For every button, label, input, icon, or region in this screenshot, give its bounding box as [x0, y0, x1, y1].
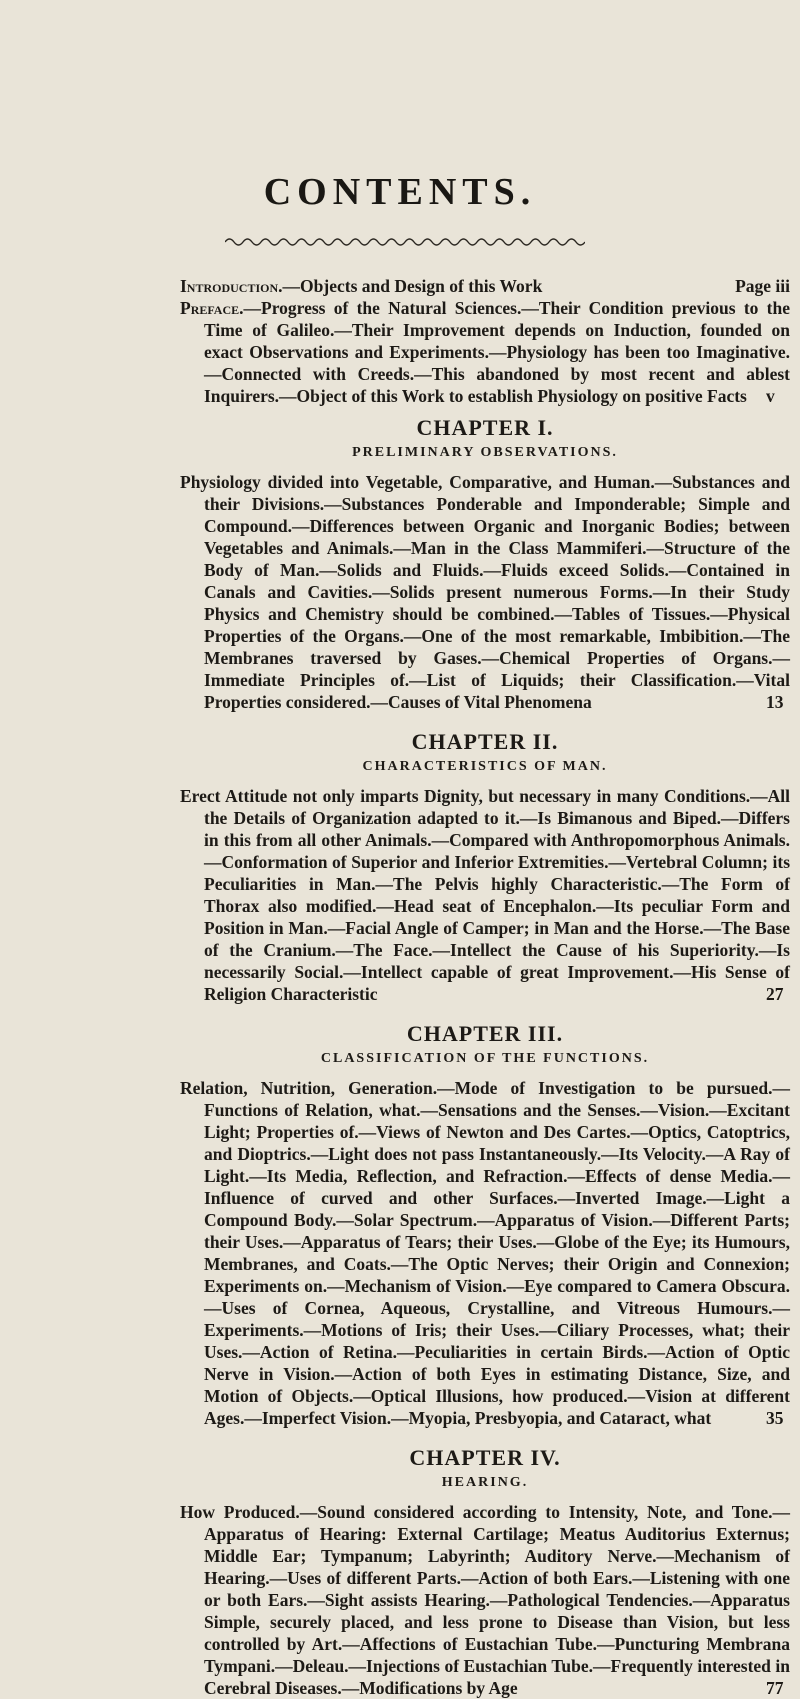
page-number: 35 — [766, 1408, 784, 1428]
wavy-rule-ornament — [225, 236, 585, 248]
page-number: v — [766, 386, 775, 406]
chapter-subtitle: HEARING. — [441, 1475, 529, 1490]
entry-introduction — [180, 275, 790, 297]
page-title: CONTENTS. — [263, 171, 537, 213]
chapter-subtitle: CLASSIFICATION OF THE FUNCTIONS. — [320, 1051, 650, 1066]
entry-preface — [180, 297, 790, 407]
page-number: 13 — [766, 692, 784, 712]
entry-lead: Introduction. — [180, 276, 283, 296]
chapter-text: Erect Attitude not only imparts Dignity, but necessary in many Conditions.—All the Details of Organization adapted to it.—Is Bimanous and Biped.—Differs in this from all other Animals.—Compared with Anthropomorphous Animals.—Conformation of Superior and Inferior Extremities.—Vertebral Column; its Peculiarities in Man.—The Pelvis highly Characteristic.—The Form of Thorax also modified.—Head seat of Encephalon.—Its peculiar Form and Position in Man.—Facial Angle of Camper; in Man and the Horse.—The Base of the Cranium.—The Face.—Intellect the Cause of his Superiority.—Is necessarily Social.—Intellect capable of great Improvement.—His Sense of Religion Characteristic — [180, 786, 790, 1004]
chapter-summary — [180, 1501, 790, 1699]
chapter-text: Relation, Nutrition, Generation.—Mode of Investigation to be pursued.—Functions of Relation, what.—Sensations and the Senses.—Vision.—Excitant Light; Properties of.—Views of Newton and Des Cartes.—Optics, Catoptrics, and Dioptrics.—Light does not pass Instantaneously.—Its Velocity.—A Ray of Light.—Its Media, Reflection, and Refraction.—Effects of dense Media.—Influence of curved and other Surfaces.—Inverted Image.—Light a Compound Body.—Solar Spectrum.—Apparatus of Vision.—Different Parts; their Uses.—Apparatus of Tears; their Uses.—Globe of the Eye; its Humours, Membranes, and Coats.—The Optic Nerves; their Origin and Connexion; Experiments on.—Mechanism of Vision.—Eye compared to Camera Obscura.—Uses of Cornea, Aqueous, Crystalline, and Vitreous Humours.—Experiments.—Motions of Iris; their Uses.—Ciliary Processes, what; their Uses.—Action of Retina.—Peculiarities in certain Birds.—Action of Optic Nerve in Vision.—Action of both Eyes in estimating Distance, Size, and Motion of Objects.—Optical Illusions, how produced.—Vision at different Ages.—Imperfect Vision.—Myopia, Presbyopia, and Cataract, what — [180, 1078, 790, 1428]
chapter-subtitle: PRELIMINARY OBSERVATIONS. — [352, 445, 618, 460]
chapter-summary — [180, 471, 790, 713]
chapter-title: CHAPTER IV. — [409, 1445, 561, 1470]
page-number: 77 — [766, 1678, 784, 1698]
chapter-title: CHAPTER II. — [411, 729, 559, 754]
entry-text: —Progress of the Natural Sciences.—Their Condition previous to the Time of Galileo.—Their Improvement depends on Induction, founded on exact Observations and Experiments.—Physiology has been too Imaginative.—Connected with Creeds.—This abandoned by most recent and ablest Inquirers.—Object of this Work to establish Physiology on positive Facts — [204, 298, 790, 406]
chapter-title: CHAPTER I. — [416, 415, 554, 440]
page-number: 27 — [766, 984, 784, 1004]
chapter-title: CHAPTER III. — [406, 1021, 564, 1046]
page-number: Page iii — [735, 276, 790, 296]
contents-list — [180, 275, 790, 1699]
entry-text: —Objects and Design of this Work — [282, 276, 543, 296]
chapter-subtitle: CHARACTERISTICS OF MAN. — [362, 759, 608, 774]
chapter-text: Physiology divided into Vegetable, Comparative, and Human.—Substances and their Divisions.—Substances Ponderable and Imponderable; Simple and Compound.—Differences between Organic and Inorganic Bodies; between Vegetables and Animals.—Man in the Class Mammiferi.—Structure of the Body of Man.—Solids and Fluids.—Fluids exceed Solids.—Contained in Canals and Cavities.—Solids present numerous Forms.—In their Study Physics and Chemistry should be combined.—Tables of Tissues.—Physical Properties of the Organs.—One of the most remarkable, Imbibition.—The Membranes traversed by Gases.—Chemical Properties of Organs.—Immediate Principles of.—List of Liquids; their Classification.—Vital Properties considered.—Causes of Vital Phenomena — [180, 472, 790, 712]
chapter-summary — [180, 785, 790, 1005]
entry-lead: Preface. — [180, 298, 244, 318]
chapter-text: How Produced.—Sound considered according to Intensity, Note, and Tone.—Apparatus of Hearing: External Cartilage; Meatus Auditorius Externus; Middle Ear; Tympanum; Labyrinth; Auditory Nerve.—Mechanism of Hearing.—Uses of different Parts.—Action of both Ears.—Listening with one or both Ears.—Sight assists Hearing.—Pathological Tendencies.—Apparatus Simple, securely placed, and less prone to Disease than Vision, but less controlled by Art.—Affections of Eustachian Tube.—Puncturing Membrana Tympani.—Deleau.—Injections of Eustachian Tube.—Frequently interested in Cerebral Diseases.—Modifications by Age — [180, 1502, 790, 1698]
chapter-summary — [180, 1077, 790, 1429]
